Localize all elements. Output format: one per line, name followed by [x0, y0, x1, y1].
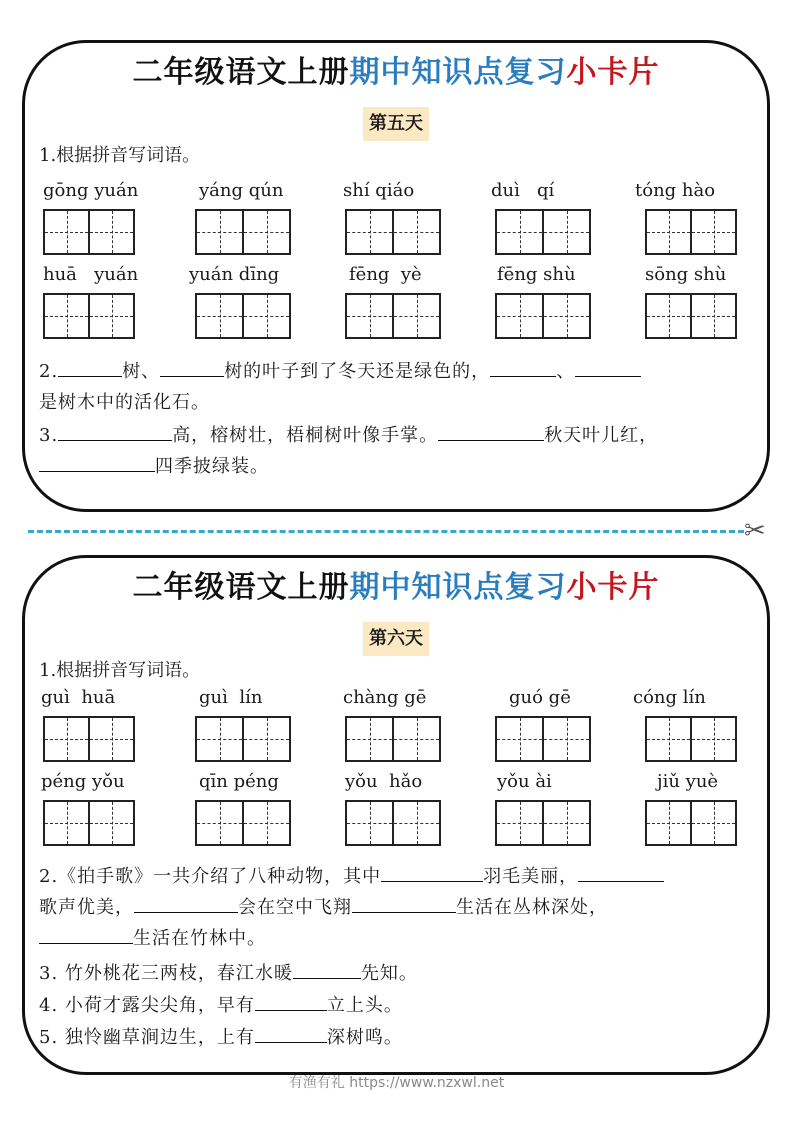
q-text: 树、 [122, 361, 161, 382]
pinyin-item [181, 686, 325, 770]
pinyin-text: yǒu ài [497, 771, 552, 792]
q-text: 四季披绿装。 [155, 456, 269, 477]
pinyin-text: shí qiáo [343, 180, 415, 201]
pinyin-item [37, 770, 181, 854]
pinyin-text: jiǔ yuè [657, 771, 719, 792]
writing-boxes[interactable] [345, 209, 441, 255]
question-2 [39, 861, 753, 954]
q-text: 3. 竹外桃花三两枝，春江水暖 [39, 963, 293, 984]
review-card-day5 [22, 40, 770, 512]
q-text: 羽毛美丽， [483, 866, 579, 887]
pinyin-item [181, 770, 325, 854]
question-2 [39, 356, 753, 418]
pinyin-grid-row-2 [37, 263, 757, 347]
writing-boxes[interactable] [645, 293, 737, 339]
answer-blank[interactable] [381, 861, 483, 882]
answer-blank[interactable] [39, 923, 133, 944]
review-card-day6 [22, 555, 770, 1075]
q-number: 3. [39, 425, 59, 446]
pinyin-text: chàng gē [343, 687, 427, 708]
q-text: 树的叶子到了冬天还是绿色的， [224, 361, 491, 382]
pinyin-item [469, 770, 613, 854]
q-text: 生活在丛林深处， [456, 897, 608, 918]
pinyin-item [325, 686, 469, 770]
pinyin-text: tóng hào [635, 180, 716, 201]
answer-blank[interactable] [58, 356, 122, 377]
pinyin-item [613, 179, 757, 263]
writing-boxes[interactable] [345, 293, 441, 339]
writing-boxes[interactable] [495, 293, 591, 339]
writing-boxes[interactable] [645, 209, 737, 255]
pinyin-item [469, 179, 613, 263]
answer-blank[interactable] [352, 892, 456, 913]
q-text: 、 [556, 361, 576, 382]
answer-blank[interactable] [578, 861, 664, 882]
writing-boxes[interactable] [43, 209, 135, 255]
pinyin-text: gōng yuán [43, 180, 139, 201]
q-text: 高，榕树壮，梧桐树叶像手掌。 [172, 425, 439, 446]
title-part-red: 小卡片 [566, 570, 660, 605]
question-3 [39, 420, 753, 482]
writing-boxes[interactable] [495, 209, 591, 255]
question-3 [39, 958, 753, 989]
writing-boxes[interactable] [195, 293, 291, 339]
pinyin-text: guì huā [41, 687, 116, 708]
writing-boxes[interactable] [495, 800, 591, 846]
title-part-black: 二年级语文上册 [132, 55, 350, 90]
pinyin-text: qīn péng [199, 771, 279, 792]
q-text: 5. 独怜幽草涧边生，上有 [39, 1027, 255, 1048]
pinyin-item [613, 263, 757, 347]
answer-blank[interactable] [293, 958, 361, 979]
pinyin-item [37, 686, 181, 770]
answer-blank[interactable] [39, 451, 155, 472]
pinyin-item [181, 263, 325, 347]
answer-blank[interactable] [255, 990, 327, 1011]
pinyin-item [613, 770, 757, 854]
question-5 [39, 1022, 753, 1053]
title-part-blue: 期中知识点复习 [349, 570, 567, 605]
pinyin-item [37, 179, 181, 263]
q-text: 深树鸣。 [326, 1027, 403, 1048]
pinyin-item [469, 686, 613, 770]
writing-boxes[interactable] [345, 716, 441, 762]
pinyin-text: duì qí [491, 180, 555, 201]
q-text: 会在空中飞翔 [238, 897, 352, 918]
writing-boxes[interactable] [43, 800, 135, 846]
title-part-red: 小卡片 [566, 55, 660, 90]
footer-watermark: 有渔有礼 https://www.nzxwl.net [288, 1075, 505, 1091]
title-part-black: 二年级语文上册 [132, 570, 350, 605]
q-text: 歌声优美， [39, 897, 134, 918]
q-text: 4. 小荷才露尖尖角，早有 [39, 995, 255, 1016]
answer-blank[interactable] [134, 892, 238, 913]
writing-boxes[interactable] [195, 209, 291, 255]
title-part-blue: 期中知识点复习 [349, 55, 567, 90]
pinyin-grid-row-2 [37, 770, 757, 854]
pinyin-text: guó gē [509, 687, 571, 708]
writing-boxes[interactable] [43, 293, 135, 339]
pinyin-text: péng yǒu [41, 771, 125, 792]
pinyin-text: cóng lín [633, 687, 706, 708]
pinyin-item [181, 179, 325, 263]
pinyin-grid-row-1 [37, 686, 757, 770]
pinyin-text: yǒu hǎo [345, 771, 423, 792]
answer-blank[interactable] [575, 356, 641, 377]
pinyin-grid-row-1 [37, 179, 757, 263]
answer-blank[interactable] [490, 356, 556, 377]
pinyin-text: yáng qún [199, 180, 284, 201]
pinyin-text: fēng yè [349, 264, 422, 285]
pinyin-item [325, 770, 469, 854]
question-4 [39, 990, 753, 1021]
day-label: 第六天 [363, 622, 429, 656]
q-text: 立上头。 [326, 995, 403, 1016]
q-text: 秋天叶儿红， [544, 425, 659, 446]
pinyin-text: sōng shù [645, 264, 727, 285]
writing-boxes[interactable] [345, 800, 441, 846]
pinyin-item [469, 263, 613, 347]
writing-boxes[interactable] [195, 716, 291, 762]
q-text: 生活在竹林中。 [133, 928, 266, 949]
writing-boxes[interactable] [645, 800, 737, 846]
pinyin-item [325, 179, 469, 263]
question-1-label: 1.根据拼音写词语。 [39, 145, 201, 166]
question-1-label: 1.根据拼音写词语。 [39, 660, 201, 681]
q-text: 先知。 [360, 963, 418, 984]
card-title [25, 51, 767, 95]
answer-blank[interactable] [438, 420, 544, 441]
writing-boxes[interactable] [195, 800, 291, 846]
writing-boxes[interactable] [495, 716, 591, 762]
answer-blank[interactable] [160, 356, 224, 377]
pinyin-text: yuán dīng [189, 264, 280, 285]
day-label: 第五天 [363, 107, 429, 141]
pinyin-item [613, 686, 757, 770]
q-text: 是树木中的活化石。 [39, 392, 210, 413]
cut-line-divider [28, 530, 744, 533]
scissors-icon: ✂ [744, 516, 766, 546]
pinyin-text: fēng shù [497, 264, 576, 285]
q-number: 2. [39, 361, 59, 382]
answer-blank[interactable] [58, 420, 172, 441]
writing-boxes[interactable] [43, 716, 135, 762]
pinyin-text: guì lín [199, 687, 263, 708]
writing-boxes[interactable] [645, 716, 737, 762]
pinyin-text: huā yuán [43, 264, 139, 285]
card-title [25, 566, 767, 610]
answer-blank[interactable] [255, 1022, 327, 1043]
q-text: 2.《拍手歌》一共介绍了八种动物，其中 [39, 866, 382, 887]
pinyin-item [37, 263, 181, 347]
pinyin-item [325, 263, 469, 347]
